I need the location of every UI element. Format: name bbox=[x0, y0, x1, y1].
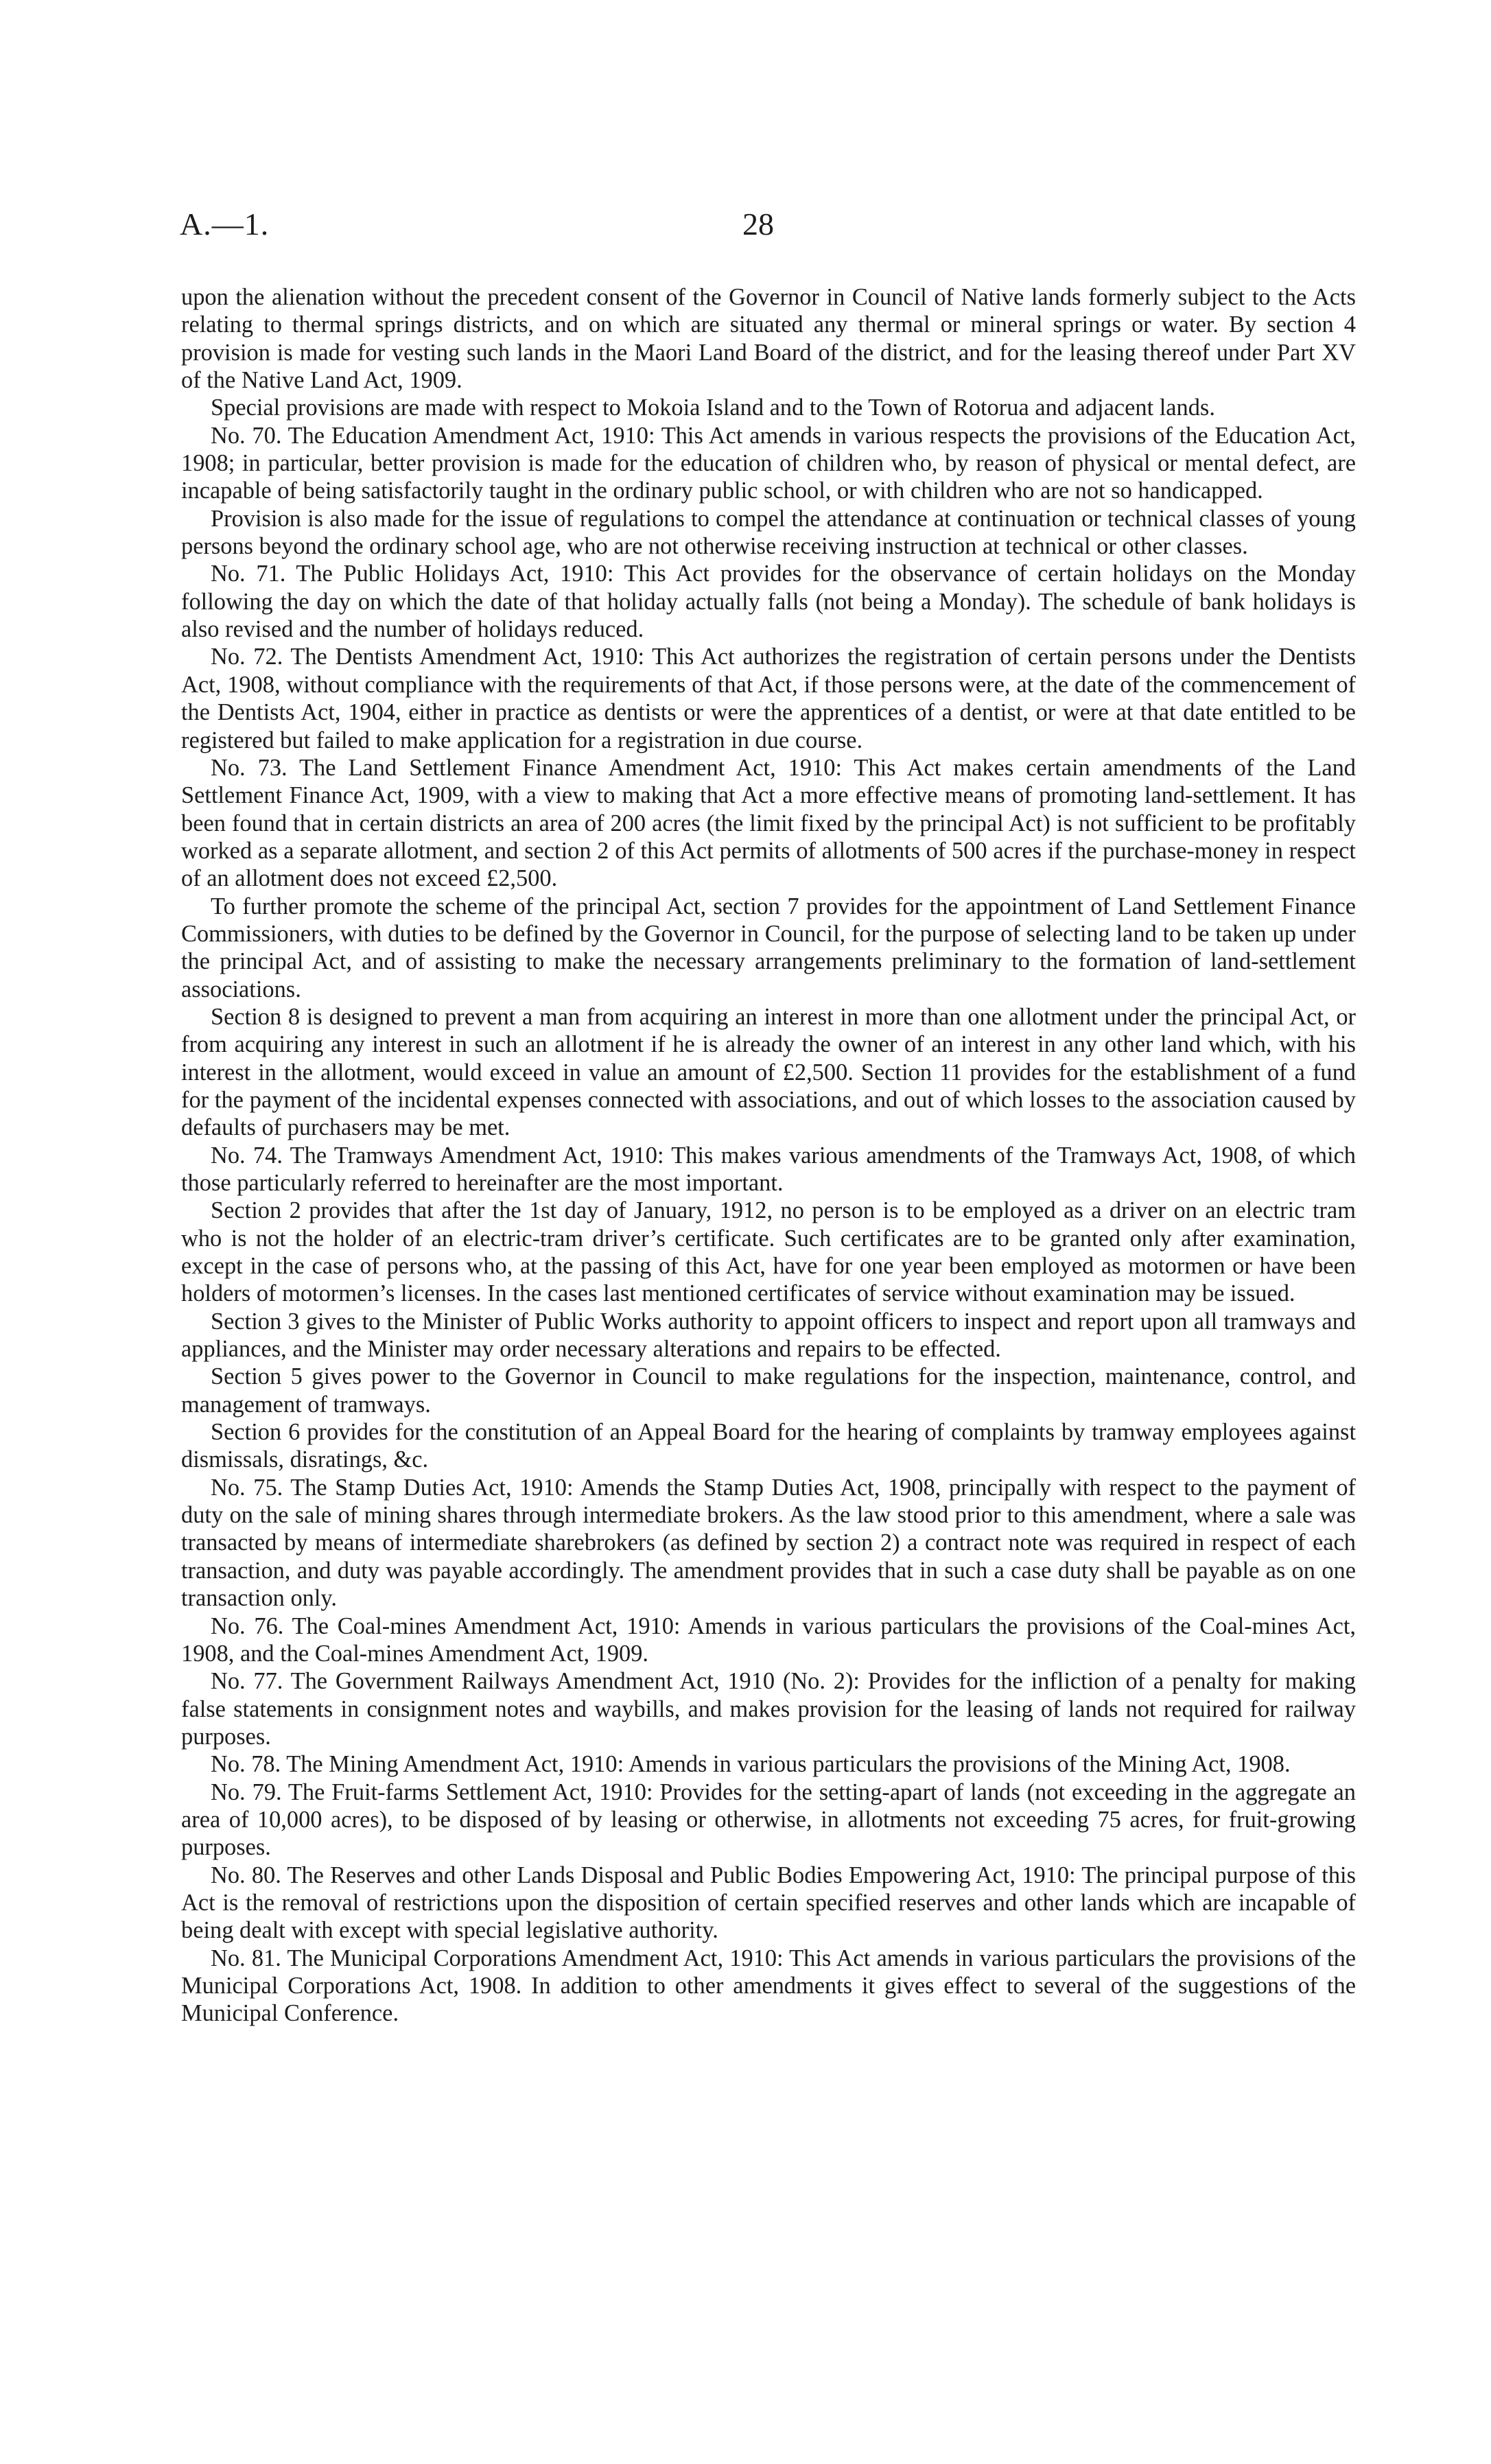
paragraph: No. 76. The Coal-mines Amendment Act, 1910: Amends in various particulars the provisions of the Coal-mines Act, 1908, and the Coal-mines Amendment Act, 1909. bbox=[181, 1612, 1356, 1667]
paragraph: No. 79. The Fruit-farms Settlement Act, 1910: Provides for the setting-apart of lands (not exceeding in the aggregate an area of 10,000 acres), to be disposed of by leasing or otherwise, in allotments not exceeding 75 acres, for fruit-growing purposes. bbox=[181, 1779, 1356, 1861]
document-body bbox=[181, 283, 1356, 2028]
paragraph: Section 5 gives power to the Governor in Council to make regulations for the inspection, maintenance, control, and management of tramways. bbox=[181, 1363, 1356, 1418]
paragraph: To further promote the scheme of the principal Act, section 7 provides for the appointment of Land Settlement Finance Commissioners, with duties to be defined by the Governor in Council, for the purpose of selecting land to be taken up under the principal Act, and of assisting to make the necessary arrangements preliminary to the formation of land-settlement associations. bbox=[181, 893, 1356, 1002]
paragraph: No. 70. The Education Amendment Act, 1910: This Act amends in various respects the provisions of the Education Act, 1908; in particular, better provision is made for the education of children who, by reason of physical or mental defect, are incapable of being satisfactorily taught in the ordinary public school, or with children who are not so handicapped. bbox=[181, 422, 1356, 504]
paragraph: Provision is also made for the issue of regulations to compel the attendance at continuation or technical classes of young persons beyond the ordinary school age, who are not otherwise receiving instruction at technical or other classes. bbox=[181, 505, 1356, 560]
paragraph: No. 80. The Reserves and other Lands Disposal and Public Bodies Empowering Act, 1910: The principal purpose of this Act is the removal of restrictions upon the disposition of certain specified reserves and other lands which are incapable of being dealt with except with special legislative authority. bbox=[181, 1862, 1356, 1944]
paragraph: upon the alienation without the precedent consent of the Governor in Council of Native lands formerly subject to the Acts relating to thermal springs districts, and on which are situated any thermal or mineral springs or water. By section 4 provision is made for vesting such lands in the Maori Land Board of the district, and for the leasing thereof under Part XV of the Native Land Act, 1909. bbox=[181, 284, 1356, 394]
paragraph: Section 8 is designed to prevent a man from acquiring an interest in more than one allotment under the principal Act, or from acquiring any interest in such an allotment if he is already the owner of an interest in any other land which, with his interest in the allotment, would exceed in value an amount of £2,500. Section 11 provides for the establishment of a fund for the payment of the incidental expenses connected with associations, and out of which losses to the association caused by defaults of purchasers may be met. bbox=[181, 1003, 1356, 1141]
paragraph: No. 78. The Mining Amendment Act, 1910: Amends in various particulars the provisions of the Mining Act, 1908. bbox=[211, 1751, 1291, 1778]
paragraph: No. 81. The Municipal Corporations Amendment Act, 1910: This Act amends in various particulars the provisions of the Municipal Corporations Act, 1908. In addition to other amendments it gives effect to several of the suggestions of the Municipal Conference. bbox=[181, 1945, 1356, 2027]
page-header bbox=[180, 206, 1360, 261]
page-number: 28 bbox=[742, 207, 774, 242]
paragraph: No. 74. The Tramways Amendment Act, 1910: This makes various amendments of the Tramways Act, 1908, of which those particularly referred to hereinafter are the most important. bbox=[181, 1142, 1356, 1196]
paragraph: No. 73. The Land Settlement Finance Amendment Act, 1910: This Act makes certain amendments of the Land Settlement Finance Act, 1909, with a view to making that Act a more effective means of promoting land-settlement. It has been found that in certain districts an area of 200 acres (the limit fixed by the principal Act) is not sufficient to be profitably worked as a separate allotment, and section 2 of this Act permits of allotments of 500 acres if the purchase-money in respect of an allotment does not exceed £2,500. bbox=[181, 754, 1356, 892]
paragraph: No. 72. The Dentists Amendment Act, 1910: This Act authorizes the registration of certain persons under the Dentists Act, 1908, without compliance with the requirements of that Act, if those persons were, at the date of the commencement of the Dentists Act, 1904, either in practice as dentists or were the apprentices of a dentist, or were at that date entitled to be registered but failed to make application for a registration in due course. bbox=[181, 644, 1356, 753]
paragraph: Section 2 provides that after the 1st day of January, 1912, no person is to be employed as a driver on an electric tram who is not the holder of an electric-tram driver’s certificate. Such certificates are to be granted only after examination, except in the case of persons who, at the passing of this Act, have for one year been employed as motormen or have been holders of motormen’s licenses. In the cases last mentioned certificates of service without examination may be issued. bbox=[181, 1197, 1356, 1307]
paragraph: Section 3 gives to the Minister of Public Works authority to appoint officers to inspect and report upon all tramways and appliances, and the Minister may order necessary alterations and repairs to be effected. bbox=[181, 1308, 1356, 1363]
document-reference-code: A.—1. bbox=[180, 207, 270, 242]
paragraph: Section 6 provides for the constitution of an Appeal Board for the hearing of complaints by tramway employees against dismissals, disratings, &c. bbox=[181, 1419, 1356, 1473]
paragraph: No. 77. The Government Railways Amendment Act, 1910 (No. 2): Provides for the infliction of a penalty for making false statements in consignment notes and waybills, and makes provision for the leasing of lands not required for railway purposes. bbox=[181, 1668, 1356, 1750]
paragraph: No. 71. The Public Holidays Act, 1910: This Act provides for the observance of certain holidays on the Monday following the day on which the date of that holiday actually falls (not being a Monday). The schedule of bank holidays is also revised and the number of holidays reduced. bbox=[181, 561, 1356, 643]
paragraph: No. 75. The Stamp Duties Act, 1910: Amends the Stamp Duties Act, 1908, principally with respect to the payment of duty on the sale of mining shares through intermediate brokers. As the law stood prior to this amendment, where a sale was transacted by means of intermediate sharebrokers (as defined by section 2) a contract note was required in respect of each transaction, and duty was payable accordingly. The amendment provides that in such a case duty shall be payable as on one transaction only. bbox=[181, 1474, 1356, 1612]
paragraph: Special provisions are made with respect to Mokoia Island and to the Town of Rotorua and adjacent lands. bbox=[211, 395, 1215, 421]
